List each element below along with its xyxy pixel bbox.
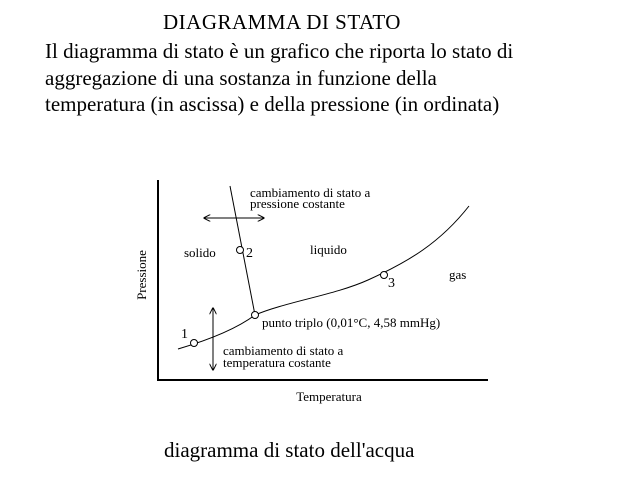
const-pressure-line-1: cambiamento di stato a xyxy=(250,185,371,200)
x-axis-label: Temperatura xyxy=(296,389,362,404)
point-2-marker xyxy=(237,247,244,254)
vaporization-curve xyxy=(255,206,469,315)
intro-line: Il diagramma di stato è un grafico che riporta lo stato di xyxy=(45,39,514,63)
point-3-label: 3 xyxy=(388,276,395,291)
intro-line: temperatura (in ascissa) e della pressione (in ordinata) xyxy=(45,92,500,116)
region-gas-label: gas xyxy=(449,267,467,282)
const-pressure-line-2: pressione costante xyxy=(250,196,345,211)
intro-line: aggregazione di una sostanza in funzione della xyxy=(45,65,437,90)
region-liquid-label: liquido xyxy=(310,242,347,257)
point-2-label: 2 xyxy=(246,246,253,261)
point-1-label: 1 xyxy=(181,327,188,342)
triple-point-marker xyxy=(252,312,259,319)
const-temperature-line-1: cambiamento di stato a xyxy=(223,343,344,358)
diagram-caption: diagramma di stato dell'acqua xyxy=(164,438,415,462)
region-solid-label: solido xyxy=(184,245,216,260)
y-axis-label: Pressione xyxy=(134,250,149,300)
page-title: DIAGRAMMA DI STATO xyxy=(163,10,401,34)
const-temperature-line-2: temperatura costante xyxy=(223,355,331,370)
point-3-marker xyxy=(381,272,388,279)
triple-point-label: punto triplo (0,01°C, 4,58 mmHg) xyxy=(262,315,441,330)
point-1-marker xyxy=(191,340,198,347)
